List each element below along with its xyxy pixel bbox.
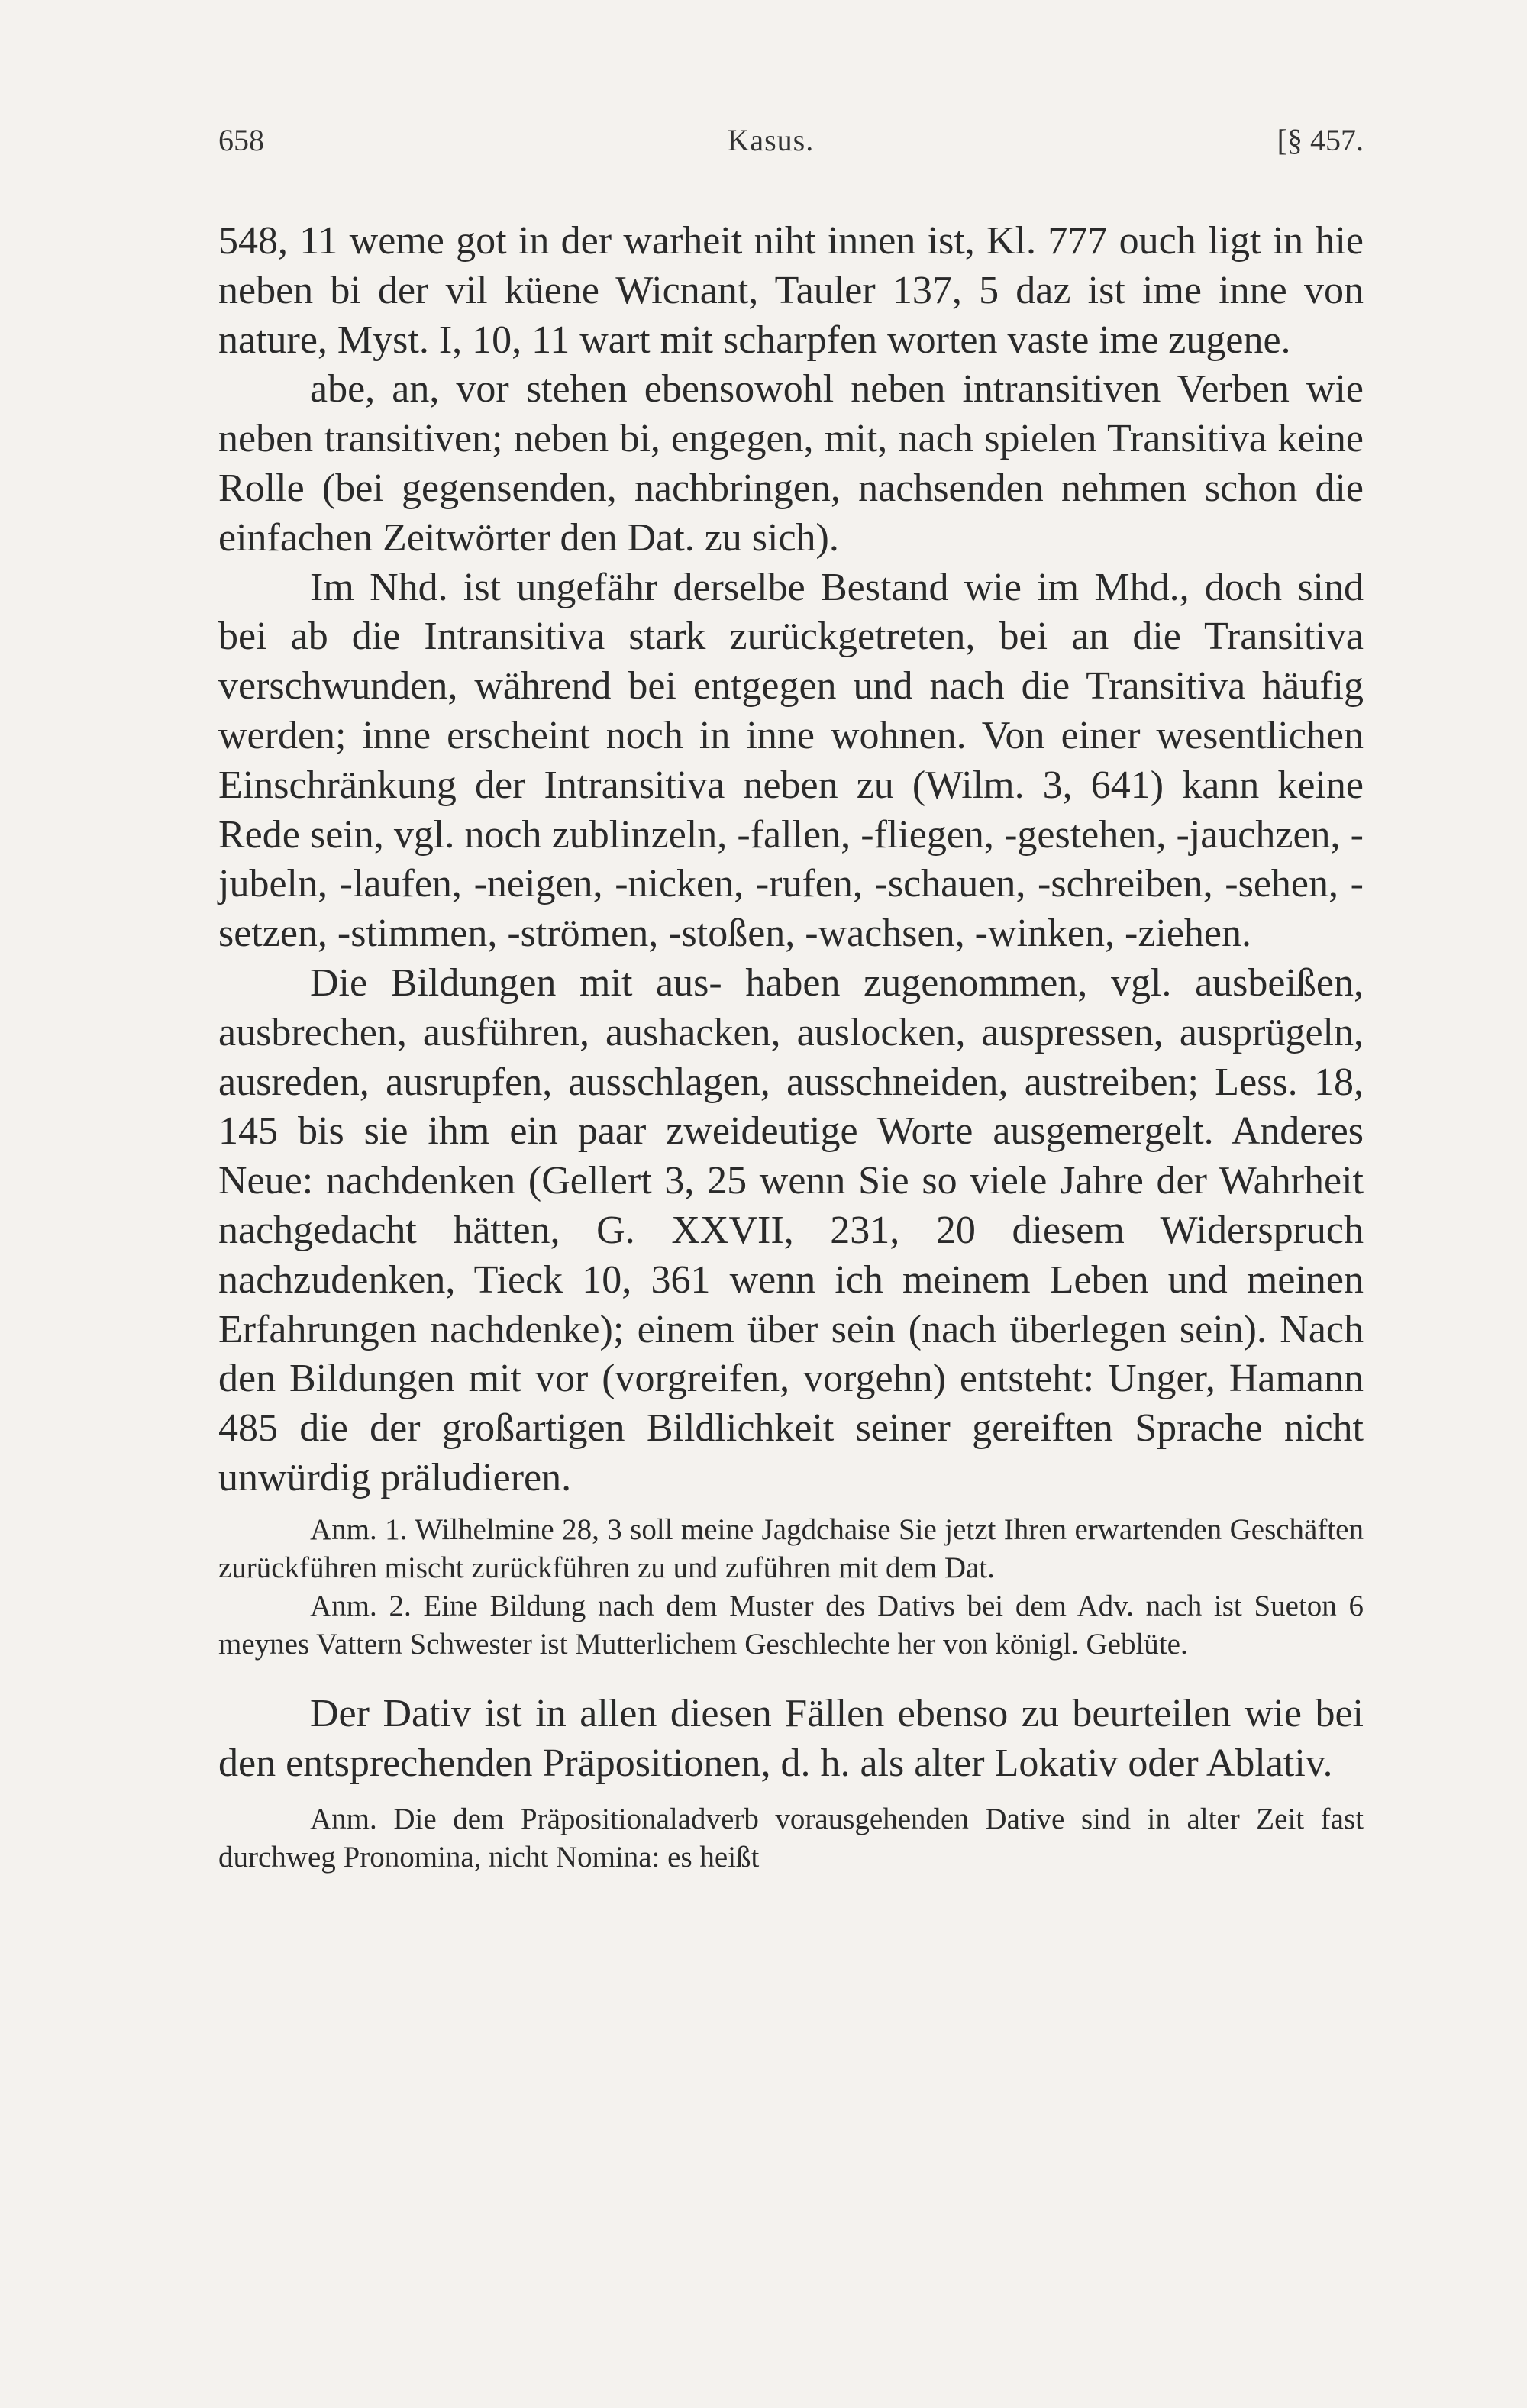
note-anm: Anm. Die dem Präpositionaladverb vorausgehenden Dative sind in alter Zeit fast durchweg Pronomina, nicht Nomina: es heißt xyxy=(218,1803,1364,1874)
paragraph: Die Bildungen mit aus- haben zugenommen, vgl. ausbeißen, ausbrechen, ausführen, aushacken, auslocken, auspressen, ausprügeln, ausreden, ausrupfen, ausschlagen, ausschneiden, austreiben; Less. 18, 145 bis sie ihm ein paar zweideutige Worte ausgemergelt. Anderes Neue: nachdenken (Gellert 3, 25 wenn Sie so viele Jahre der Wahrheit nachgedacht hätten, G. XXVII, 231, 20 diesem Widerspruch nachzudenken, Tieck 10, 361 wenn ich meinem Leben und meinen Erfahrungen nachdenke); einem über sein (nach überlegen sein). Nach den Bildungen mit vor (vorgreifen, vorgehn) entsteht: Unger, Hamann 485 die der großartigen Bildlichkeit seiner gereiften Sprache nicht unwürdig präludieren. xyxy=(218,960,1364,1499)
note-anm-1: Anm. 1. Wilhelmine 28, 3 soll meine Jagdchaise Sie jetzt Ihren erwartenden Geschäften zurückführen mischt zurückführen zu und zuführen mit dem Dat. xyxy=(218,1512,1364,1584)
main-text xyxy=(218,217,1364,1503)
footnote-block xyxy=(218,1511,1364,1664)
running-title: Kasus. xyxy=(727,123,815,157)
note-anm-2: Anm. 2. Eine Bildung nach dem Muster des Dativs bei dem Adv. nach ist Sueton 6 meynes Vattern Schwester ist Mutterlichem Geschlechte her von königl. Geblüte. xyxy=(218,1589,1364,1661)
paragraph-continued: 548, 11 weme got in der warheit niht innen ist, Kl. 777 ouch ligt in hie neben bi der vil küene Wicnant, Tauler 137, 5 daz ist ime inne von nature, Myst. I, 10, 11 wart mit scharpfen worten vaste ime zugene. xyxy=(218,219,1364,362)
paragraph: Der Dativ ist in allen diesen Fällen ebenso zu beurteilen wie bei den entsprechenden Präpositionen, d. h. als alter Lokativ oder Ablativ. xyxy=(218,1691,1364,1785)
paragraph: Im Nhd. ist ungefähr derselbe Bestand wie im Mhd., doch sind bei ab die Intransitiva stark zurückgetreten, bei an die Transitiva verschwunden, während bei entgegen und nach die Transitiva häufig werden; inne erscheint noch in inne wohnen. Von einer wesentlichen Einschränkung der Intransitiva neben zu (Wilm. 3, 641) kann keine Rede sein, vgl. noch zublinzeln, -fallen, -fliegen, -gestehen, -jauchzen, -jubeln, -laufen, -neigen, -nicken, -rufen, -schauen, -schreiben, -sehen, -setzen, -stimmen, -strömen, -stoßen, -wachsen, -winken, -ziehen. xyxy=(218,565,1364,956)
section-number: [§ 457. xyxy=(1277,123,1364,157)
main-text-final xyxy=(218,1690,1364,1789)
running-header xyxy=(218,122,1364,168)
page-number: 658 xyxy=(218,123,264,157)
paragraph: abe, an, vor stehen ebensowohl neben intransitiven Verben wie neben transitiven; neben bi, engegen, mit, nach spielen Transitiva keine Rolle (bei gegensenden, nachbringen, nachsenden nehmen schon die einfachen Zeitwörter den Dat. zu sich). xyxy=(218,367,1364,560)
footnote-block-final xyxy=(218,1800,1364,1877)
